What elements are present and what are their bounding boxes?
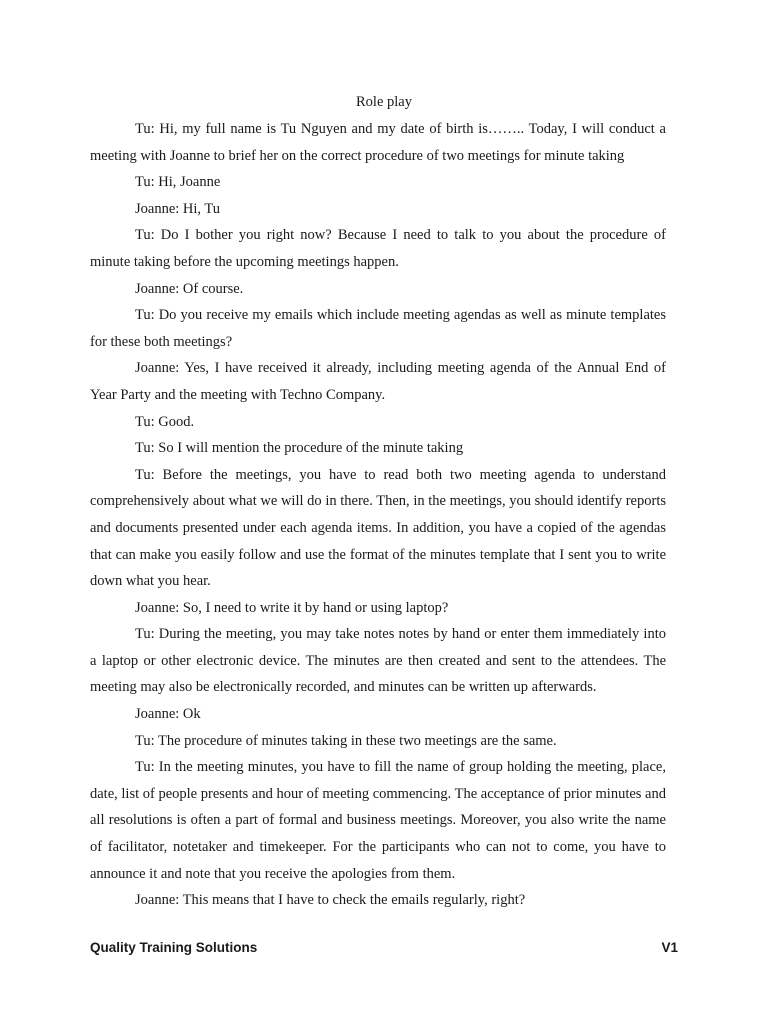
page-footer — [90, 940, 678, 960]
footer-version: V1 — [661, 940, 678, 955]
paragraph: Tu: Before the meetings, you have to read both two meeting agenda to understand comprehensively about what we will do in there. Then, in the meetings, you should identify reports and documents presented under each agenda items. In addition, you have a copied of the agendas that can make you easily follow and use the format of the minutes template that I sent you to write down what you hear. — [90, 466, 666, 590]
paragraph: Tu: So I will mention the procedure of the minute taking — [135, 440, 464, 457]
paragraph-intro: Tu: Hi, my full name is Tu Nguyen and my date of birth is…….. Today, I will conduct a meeting with Joanne to brief her on the correct procedure of two meetings for minute taking — [90, 121, 666, 164]
paragraph: Tu: The procedure of minutes taking in these two meetings are the same. — [135, 732, 557, 749]
paragraph: Tu: Do you receive my emails which include meeting agendas as well as minute templates for these both meetings? — [90, 307, 666, 350]
paragraph: Tu: Good. — [135, 413, 195, 430]
paragraph: Joanne: So, I need to write it by hand or using laptop? — [135, 599, 449, 616]
paragraph: Joanne: Of course. — [135, 280, 244, 297]
paragraph: Tu: Do I bother you right now? Because I need to talk to you about the procedure of minute taking before the upcoming meetings happen. — [90, 227, 666, 270]
paragraph: Joanne: Hi, Tu — [135, 200, 221, 217]
paragraph: Tu: Hi, Joanne — [135, 174, 221, 191]
paragraph: Tu: During the meeting, you may take notes notes by hand or enter them immediately into a laptop or other electronic device. The minutes are then created and sent to the attendees. The meeting may also be electronically recorded, and minutes can be written up afterwards. — [90, 626, 666, 696]
footer-organization: Quality Training Solutions — [90, 940, 258, 955]
document-body — [90, 116, 666, 914]
paragraph: Tu: In the meeting minutes, you have to fill the name of group holding the meeting, place, date, list of people presents and hour of meeting commencing. The acceptance of prior minutes and all resolutions is often a part of formal and business meetings. Moreover, you also write the name of facilitator, notetaker and timekeeper. For the participants who can not to come, you have to announce it and note that you receive the apologies from them. — [90, 759, 666, 882]
paragraph: Joanne: This means that I have to check the emails regularly, right? — [135, 892, 526, 909]
paragraph: Joanne: Yes, I have received it already, including meeting agenda of the Annual End of Year Party and the meeting with Techno Company. — [90, 360, 666, 403]
page-title: Role play — [356, 94, 412, 110]
paragraph: Joanne: Ok — [135, 706, 201, 723]
